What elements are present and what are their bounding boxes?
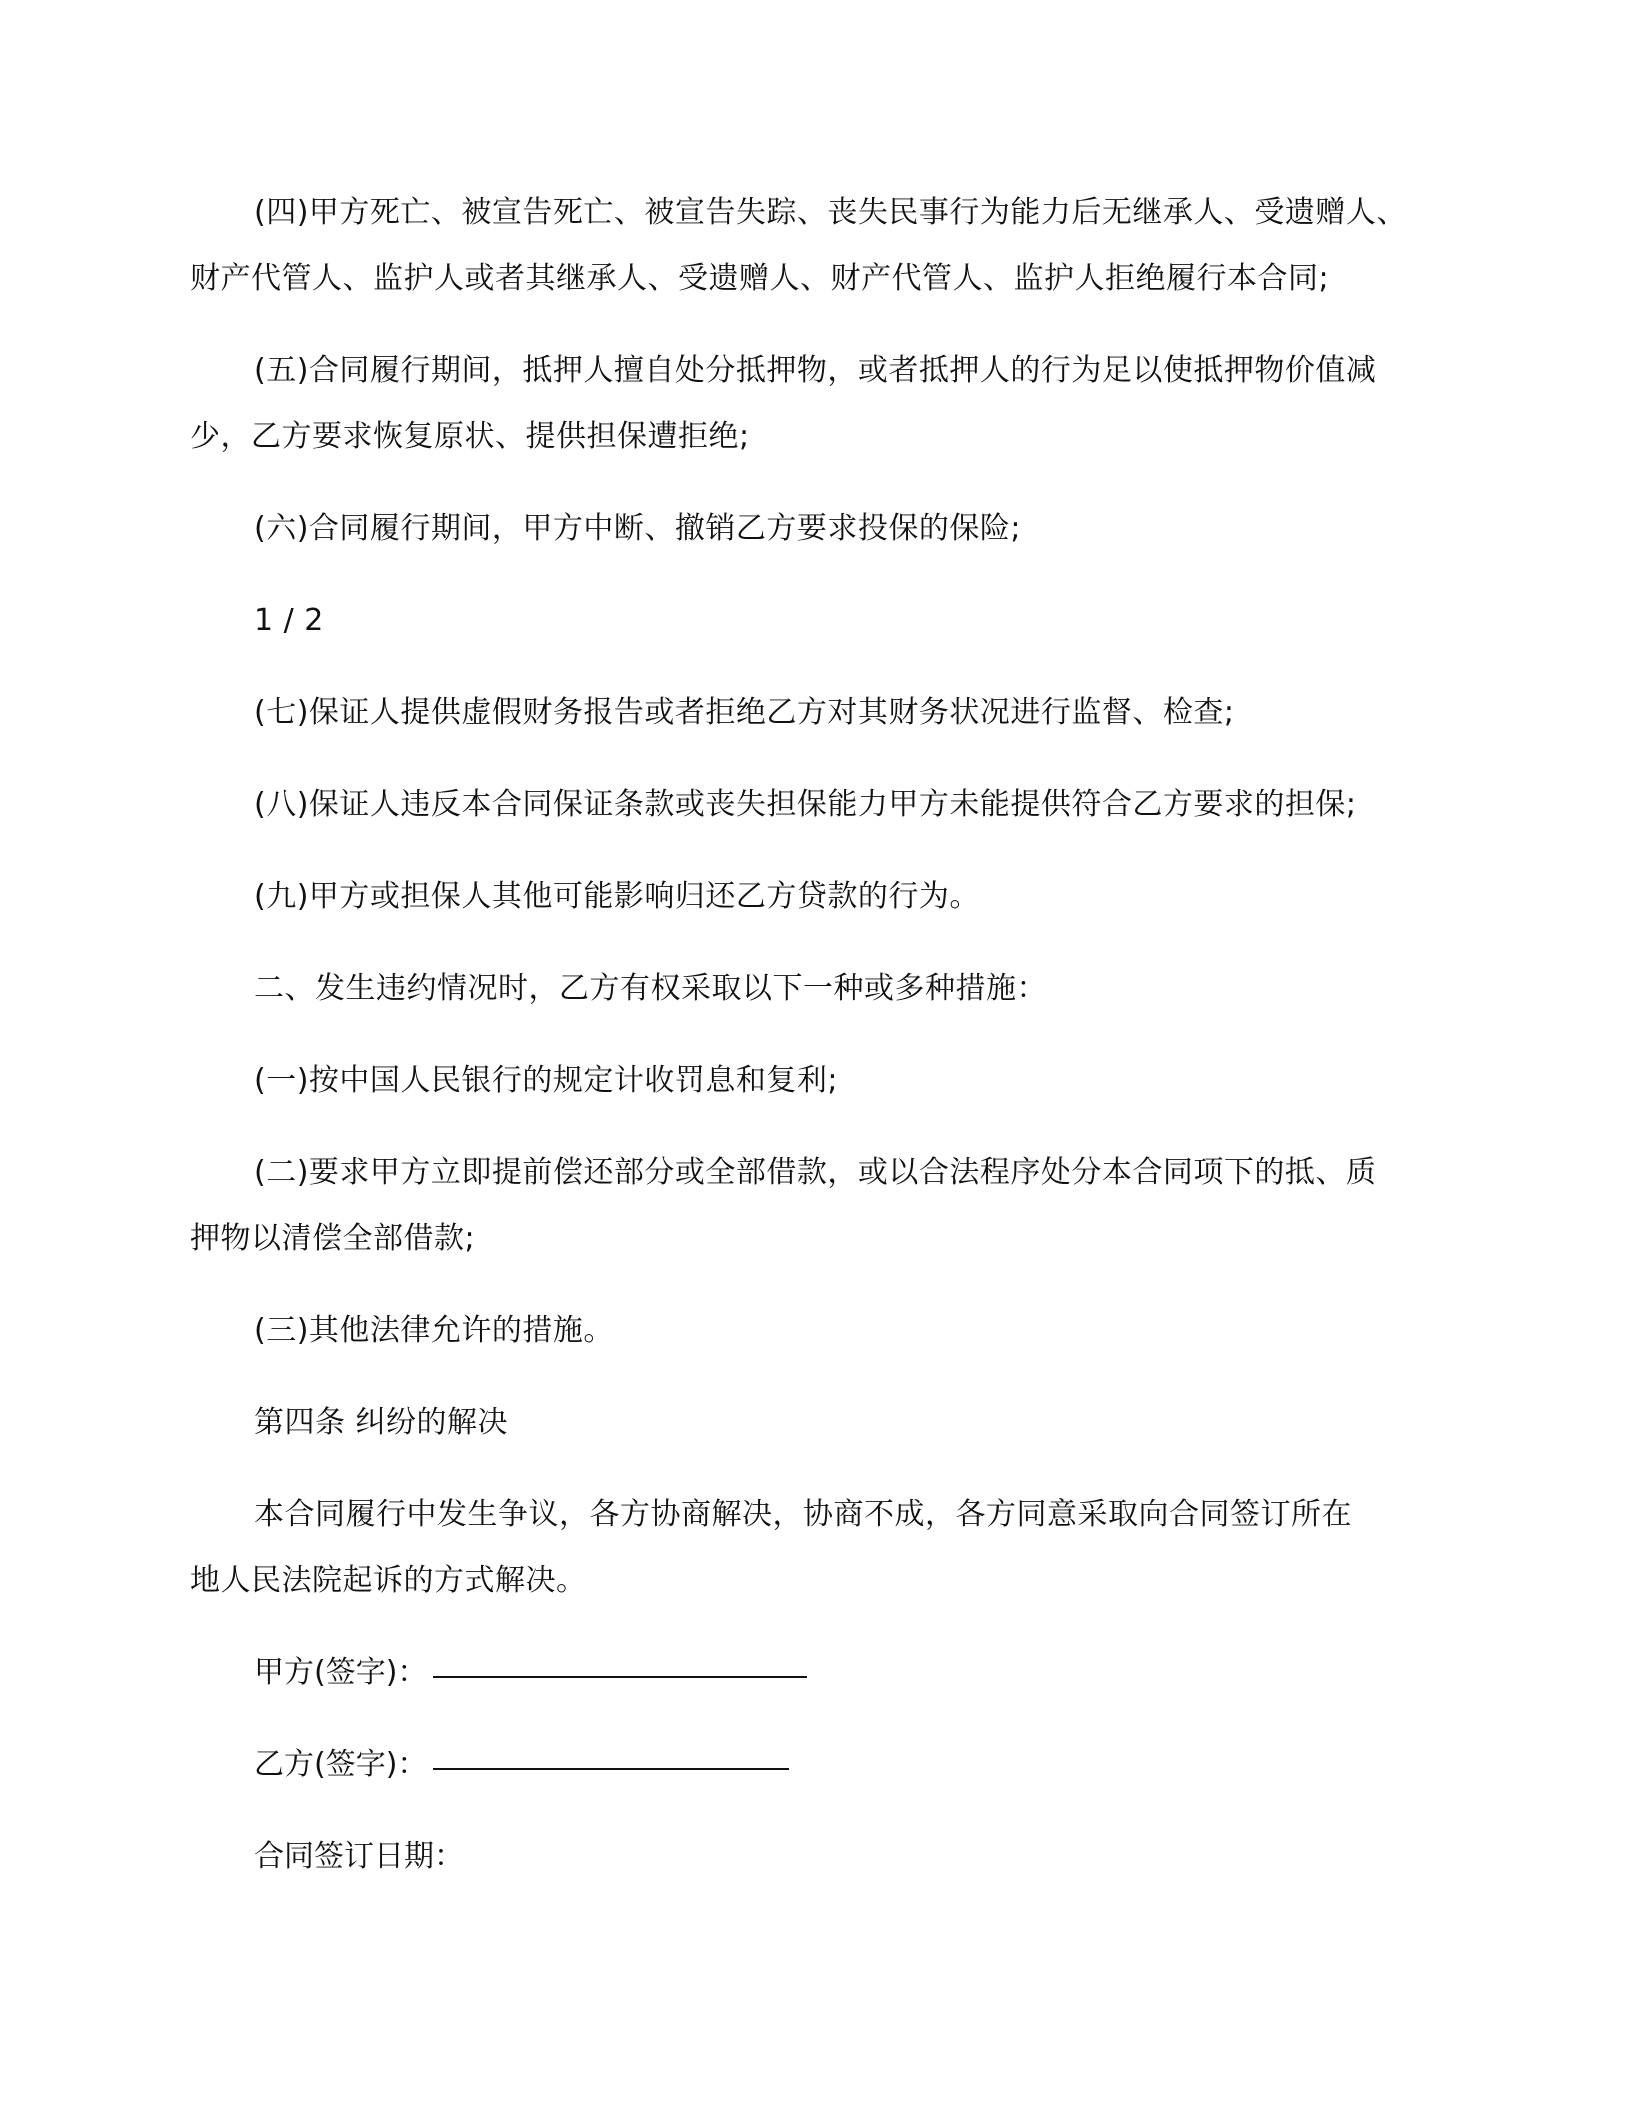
party-a-signature-line	[433, 1676, 807, 1678]
article-4-body-line-1: 本合同履行中发生争议，各方协商解决，协商不成，各方同意采取向合同签订所在	[254, 1497, 1352, 1532]
page-number	[190, 588, 1460, 654]
section-2	[190, 956, 1460, 1022]
article-4-title	[190, 1390, 1460, 1456]
party-b-signature-label: 乙方(签字)：	[254, 1747, 428, 1782]
clause-6-line-1: (六)合同履行期间，甲方中断、撤销乙方要求投保的保险;	[254, 511, 1022, 546]
article-4-body-line-2: 地人民法院起诉的方式解决。	[190, 1563, 587, 1598]
clause-7	[190, 680, 1460, 746]
clause-5-line-2: 少，乙方要求恢复原状、提供担保遭拒绝;	[190, 419, 750, 454]
contract-date	[254, 1824, 464, 1890]
page-number-text: 1 / 2	[254, 603, 324, 638]
contract-date-label: 合同签订日期：	[254, 1839, 464, 1874]
clause-4-line-1: (四)甲方死亡、被宣告死亡、被宣告失踪、丧失民事行为能力后无继承人、受遗赠人、	[254, 195, 1407, 230]
clause-9	[190, 864, 1460, 930]
clause-4	[190, 180, 1460, 312]
article-4-body	[190, 1482, 1460, 1614]
article-4-title-text: 第四条 纠纷的解决	[254, 1405, 509, 1440]
measure-2	[190, 1140, 1460, 1272]
party-b-signature-line	[433, 1768, 789, 1770]
party-a-signature	[254, 1640, 807, 1706]
clause-5	[190, 338, 1460, 470]
clause-7-line-1: (七)保证人提供虚假财务报告或者拒绝乙方对其财务状况进行监督、检查;	[254, 695, 1235, 730]
clause-5-line-1: (五)合同履行期间，抵押人擅自处分抵押物，或者抵押人的行为足以使抵押物价值减	[254, 353, 1377, 388]
measure-1	[190, 1048, 1460, 1114]
measure-2-line-2: 押物以清偿全部借款;	[190, 1221, 476, 1256]
measure-3-line-1: (三)其他法律允许的措施。	[254, 1313, 614, 1348]
clause-8-line-1: (八)保证人违反本合同保证条款或丧失担保能力甲方未能提供符合乙方要求的担保;	[254, 787, 1357, 822]
measure-2-line-1: (二)要求甲方立即提前偿还部分或全部借款，或以合法程序处分本合同项下的抵、质	[254, 1155, 1377, 1190]
clause-4-line-2: 财产代管人、监护人或者其继承人、受遗赠人、财产代管人、监护人拒绝履行本合同;	[190, 261, 1330, 296]
party-a-signature-label: 甲方(签字)：	[254, 1655, 428, 1690]
measure-3	[190, 1298, 1460, 1364]
clause-6	[190, 496, 1460, 562]
section-2-line-1: 二、发生违约情况时，乙方有权采取以下一种或多种措施：	[254, 971, 1047, 1006]
party-b-signature	[254, 1732, 789, 1798]
clause-8	[190, 772, 1460, 838]
measure-1-line-1: (一)按中国人民银行的规定计收罚息和复利;	[254, 1063, 839, 1098]
clause-9-line-1: (九)甲方或担保人其他可能影响归还乙方贷款的行为。	[254, 879, 980, 914]
